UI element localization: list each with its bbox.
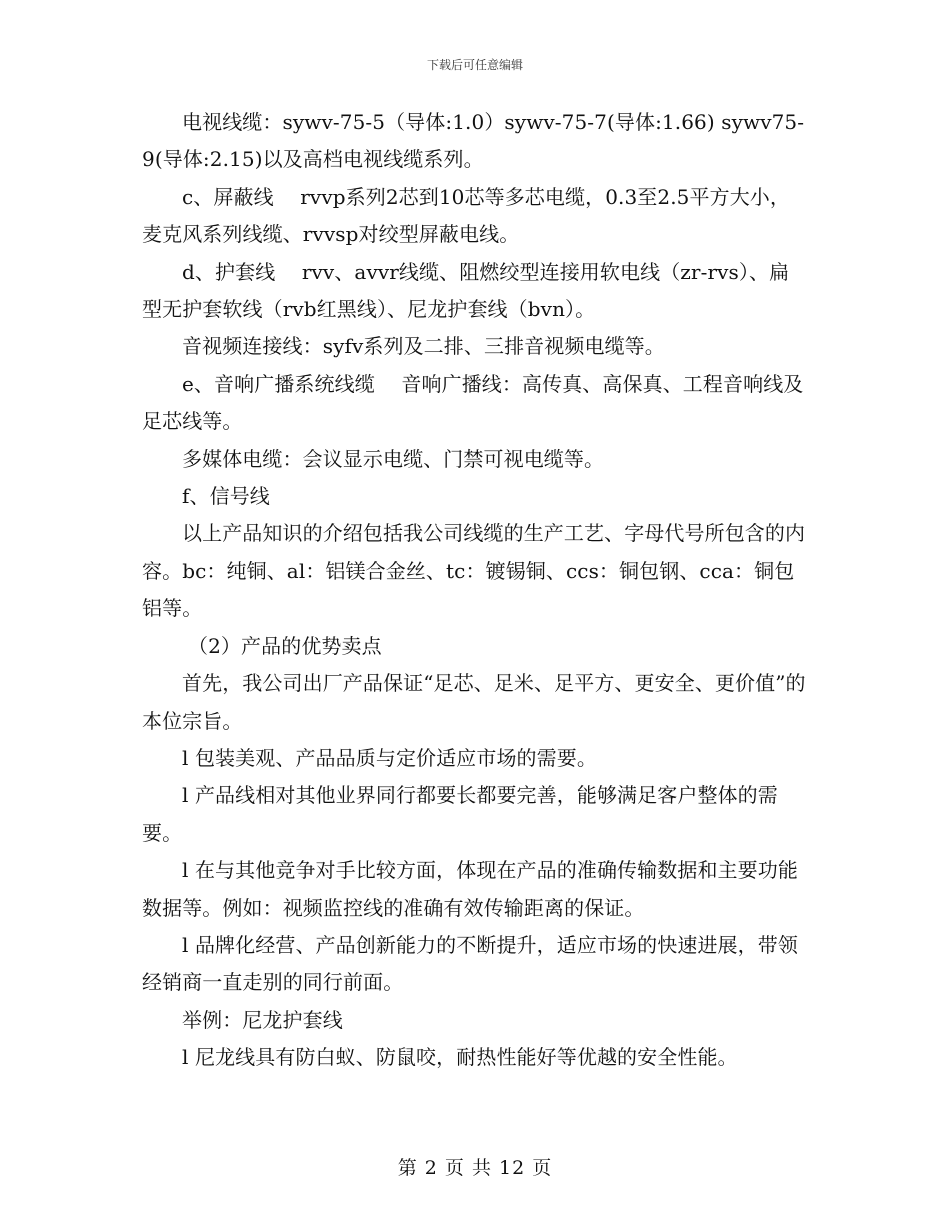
paragraph-example-heading: 举例：尼龙护套线: [182, 1007, 343, 1032]
page-header: 下载后可任意编辑: [426, 58, 523, 72]
list-item-packaging: l 包装美观、产品品质与定价适应市场的需要。: [182, 745, 597, 770]
list-item-nylon-wire: l 尼龙线具有防白蚁、防鼠咬，耐热性能好等优越的安全性能。: [182, 1045, 738, 1070]
paragraph-shielded-wire: c、屏蔽线 rvvp系列2芯到10芯等多芯电缆，0.3至2.5平方大小，麦克风系列线缆、rvvsp对绞型屏蔽电线。: [142, 184, 791, 247]
section-heading-advantages: （2）产品的优势卖点: [188, 633, 382, 658]
paragraph-tv-cable: 电视线缆：sywv-75-5（导体:1.0）sywv-75-7(导体:1.66) sywv75-9(导体:2.15)以及高档电视线缆系列。: [142, 110, 805, 172]
document-body: [142, 104, 807, 1077]
paragraph-company-promise: 首先，我公司出厂产品保证“足芯、足米、足平方、更安全、更价值”的本位宗旨。: [142, 671, 806, 733]
paragraph-product-knowledge: 以上产品知识的介绍包括我公司线缆的生产工艺、字母代号所包含的内容。bc：纯铜、al：铝镁合金丝、tc：镀锡铜、ccs：铜包钢、cca：铜包铝等。: [142, 521, 806, 621]
page-footer: 第 2 页 共 12 页: [397, 1157, 553, 1179]
paragraph-multimedia-cable: 多媒体电缆：会议显示电缆、门禁可视电缆等。: [182, 446, 605, 471]
list-item-product-line: l 产品线相对其他业界同行都要长都要完善，能够满足客户整体的需要。: [142, 783, 778, 845]
list-item-brand: l 品牌化经营、产品创新能力的不断提升，适应市场的快速进展，带领经销商一直走别的同行前面。: [142, 932, 798, 995]
paragraph-signal-wire: f、信号线: [182, 484, 270, 509]
paragraph-av-cable: 音视频连接线：syfv系列及二排、三排音视频电缆等。: [182, 334, 665, 359]
list-item-competition: l 在与其他竞争对手比较方面，体现在产品的准确传输数据和主要功能数据等。例如：视频监控线的准确有效传输距离的保证。: [142, 858, 798, 920]
paragraph-audio-broadcast: e、音响广播系统线缆 音响广播线：高传真、高保真、工程音响线及足芯线等。: [142, 371, 804, 434]
paragraph-sheathed-wire: d、护套线 rvv、avvr线缆、阻燃绞型连接用软电线（zr-rvs）、扁型无护套软线（rvb红黑线）、尼龙护套线（bvn）。: [142, 259, 790, 322]
